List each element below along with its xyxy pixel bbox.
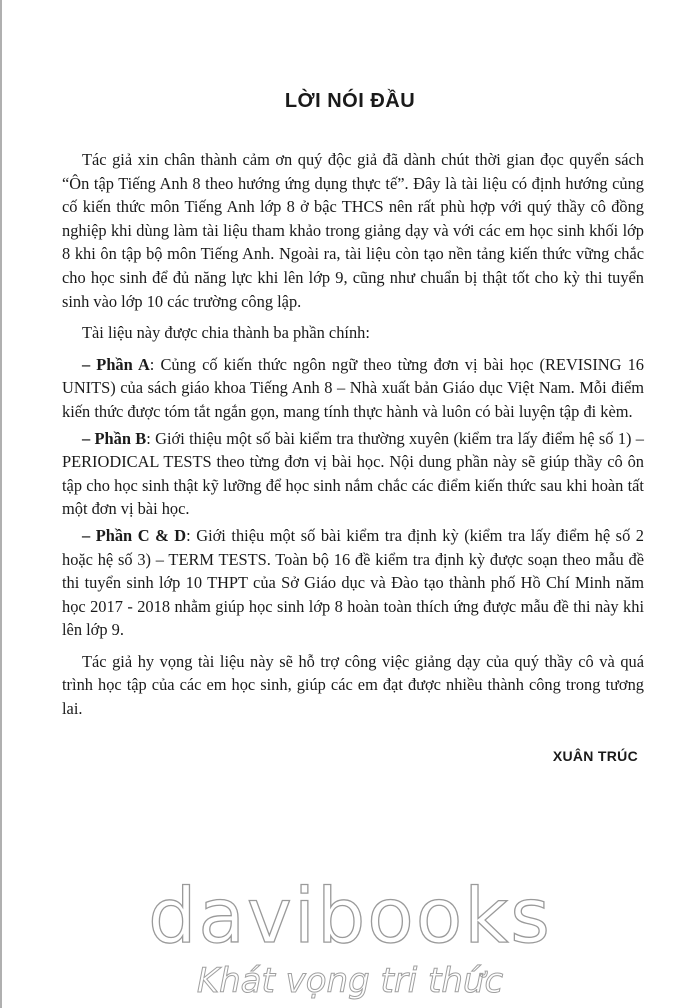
preface-body bbox=[62, 148, 644, 721]
part-b-paragraph bbox=[62, 427, 644, 521]
part-b-label: – Phần B bbox=[82, 428, 147, 448]
page-edge-line bbox=[0, 0, 2, 1008]
part-a-label: – Phần A bbox=[82, 354, 150, 374]
part-a-text: : Củng cố kiến thức ngôn ngữ theo từng đơn vị bài học (REVISING 16 UNITS) của sách giáo khoa Tiếng Anh 8 – Nhà xuất bản Giáo dục Việt Nam. Mỗi điểm kiến thức được tóm tắt ngắn gọn, mang tính thực hành và luôn có bài luyện tập đi kèm. bbox=[62, 354, 644, 421]
watermark-tagline: Khát vọng tri thức bbox=[196, 961, 504, 1001]
closing-paragraph: Tác giả hy vọng tài liệu này sẽ hỗ trợ công việc giảng dạy của quý thầy cô và quá trình học tập của các em học sinh, giúp các em đạt được nhiều thành công trong tương lai. bbox=[62, 651, 644, 719]
part-cd-paragraph bbox=[62, 524, 644, 642]
part-a-paragraph bbox=[62, 353, 644, 424]
part-cd-text: : Giới thiệu một số bài kiểm tra định kỳ (kiểm tra lấy điểm hệ số 2 hoặc hệ số 3) – TERM TESTS. Toàn bộ 16 đề kiểm tra định kỳ được soạn theo mẫu đề thi tuyển sinh lớp 10 THPT của Sở Giáo dục và Đào tạo thành phố Hồ Chí Minh năm học 2017 - 2018 nhằm giúp học sinh lớp 8 hoàn toàn thích ứng được mẫu đề thi này khi lên lớp 9. bbox=[62, 525, 644, 640]
part-b-text: : Giới thiệu một số bài kiểm tra thường xuyên (kiểm tra lấy điểm hệ số 1) – PERIODICAL TESTS theo từng đơn vị bài học. Nội dung phần này sẽ giúp thầy cô ôn tập cho học sinh thật kỹ lưỡng để học sinh nắm chắc các điểm kiến thức sau khi hoàn tất một đơn vị bài học. bbox=[62, 428, 645, 519]
part-cd-label: – Phần C & D bbox=[82, 525, 187, 545]
page-title: LỜI NÓI ĐẦU bbox=[284, 90, 416, 112]
author-signature: XUÂN TRÚC bbox=[552, 748, 638, 764]
watermark-brand: davibooks bbox=[148, 871, 552, 960]
structure-paragraph: Tài liệu này được chia thành ba phần chính: bbox=[82, 323, 370, 343]
intro-paragraph: Tác giả xin chân thành cảm ơn quý độc giả đã dành chút thời gian đọc quyển sách “Ôn tập Tiếng Anh 8 theo hướng ứng dụng thực tế”. Đây là tài liệu có định hướng củng cố kiến thức môn Tiếng Anh lớp 8 ở bậc THCS nên rất phù hợp với quý thầy cô đồng nghiệp khi dùng làm tài liệu tham khảo trong giảng dạy và với các em học sinh khối lớp 8 khi ôn tập bộ môn Tiếng Anh. Ngoài ra, tài liệu còn tạo nền tảng kiến thức vững chắc cho học sinh để đủ năng lực khi lên lớp 9, cũng như chuẩn bị thật tốt cho kỳ thi tuyển sinh vào lớp 10 các trường công lập. bbox=[62, 150, 644, 311]
